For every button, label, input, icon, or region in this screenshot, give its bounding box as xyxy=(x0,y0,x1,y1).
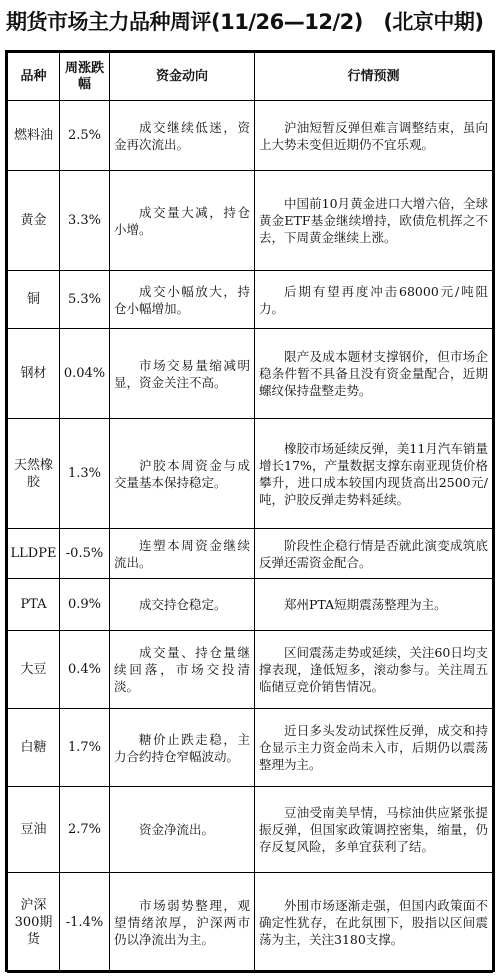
variety-cell: 天然橡胶 xyxy=(8,419,60,529)
futures-review-table xyxy=(7,52,493,973)
outlook-cell: 豆油受南美旱情，马棕油供应紧张提振反弹，但国家政策调控密集，缩量，仍存反复风险，多单宜获利了结。 xyxy=(255,787,493,873)
outlook-cell: 后期有望再度冲击68000元/吨阻力。 xyxy=(255,271,493,329)
table-row xyxy=(8,579,493,631)
change-cell: -0.5% xyxy=(60,529,110,579)
variety-cell: 大豆 xyxy=(8,631,60,709)
change-cell: 1.7% xyxy=(60,709,110,787)
variety-cell: LLDPE xyxy=(8,529,60,579)
change-cell: 0.4% xyxy=(60,631,110,709)
table-row xyxy=(8,631,493,709)
table-row xyxy=(8,419,493,529)
header-variety: 品种 xyxy=(8,53,60,101)
table-row xyxy=(8,101,493,171)
flow-cell: 市场交易量缩减明显，资金关注不高。 xyxy=(110,329,255,419)
variety-cell: PTA xyxy=(8,579,60,631)
flow-cell: 糖价止跌走稳，主力合约持仓窄幅波动。 xyxy=(110,709,255,787)
change-cell: -1.4% xyxy=(60,873,110,973)
header-outlook: 行情预测 xyxy=(255,53,493,101)
flow-cell: 成交持仓稳定。 xyxy=(110,579,255,631)
change-cell: 0.9% xyxy=(60,579,110,631)
flow-cell: 成交量大减，持仓小增。 xyxy=(110,171,255,271)
change-cell: 0.04% xyxy=(60,329,110,419)
flow-cell: 连塑本周资金继续流出。 xyxy=(110,529,255,579)
variety-cell: 铜 xyxy=(8,271,60,329)
outlook-cell: 中国前10月黄金进口大增六倍，全球黄金ETF基金继续增持，欧债危机挥之不去，下周黄金继续上涨。 xyxy=(255,171,493,271)
header-change: 周涨跌幅 xyxy=(60,53,110,101)
outlook-cell: 外围市场逐渐走强，但国内政策面不确定性犹存，在此氛围下，股指以区间震荡为主，关注3180支撑。 xyxy=(255,873,493,973)
flow-cell: 成交量、持仓量继续回落，市场交投清淡。 xyxy=(110,631,255,709)
variety-cell: 沪深300期货 xyxy=(8,873,60,973)
variety-cell: 黄金 xyxy=(8,171,60,271)
outlook-cell: 区间震荡走势或延续，关注60日均支撑表现，逢低短多，滚动参与。关注周五临储豆竞价销售情况。 xyxy=(255,631,493,709)
table-row xyxy=(8,329,493,419)
outlook-cell: 橡胶市场延续反弹，美11月汽车销量增长17%，产量数据支撑东南亚现货价格攀升，进口成本较国内现货高出2500元/吨，沪胶反弹走势料延续。 xyxy=(255,419,493,529)
table-row xyxy=(8,271,493,329)
outlook-cell: 郑州PTA短期震荡整理为主。 xyxy=(255,579,493,631)
flow-cell: 成交小幅放大，持仓小幅增加。 xyxy=(110,271,255,329)
review-table-frame xyxy=(5,50,495,972)
flow-cell: 资金净流出。 xyxy=(110,787,255,873)
flow-cell: 市场弱势整理，观望情绪浓厚，沪深两市仍以净流出为主。 xyxy=(110,873,255,973)
page-title: 期货市场主力品种周评(11/26—12/2) (北京中期) xyxy=(6,10,484,34)
table-row xyxy=(8,787,493,873)
variety-cell: 白糖 xyxy=(8,709,60,787)
outlook-cell: 阶段性企稳行情是否就此演变成筑底反弹还需资金配合。 xyxy=(255,529,493,579)
outlook-cell: 沪油短暂反弹但难言调整结束，虽向上大势未变但近期仍不宜乐观。 xyxy=(255,101,493,171)
change-cell: 2.5% xyxy=(60,101,110,171)
table-row xyxy=(8,529,493,579)
table-row xyxy=(8,171,493,271)
flow-cell: 沪胶本周资金与成交量基本保持稳定。 xyxy=(110,419,255,529)
change-cell: 5.3% xyxy=(60,271,110,329)
variety-cell: 豆油 xyxy=(8,787,60,873)
table-row xyxy=(8,709,493,787)
header-flow: 资金动向 xyxy=(110,53,255,101)
flow-cell: 成交继续低迷，资金再次流出。 xyxy=(110,101,255,171)
header-row xyxy=(8,53,493,101)
outlook-cell: 限产及成本题材支撑钢价，但市场企稳条件暂不具备且没有资金量配合，近期螺纹保持盘整走势。 xyxy=(255,329,493,419)
table-row xyxy=(8,873,493,973)
outlook-cell: 近日多头发动试探性反弹，成交和持仓显示主力资金尚未入市，后期仍以震荡整理为主。 xyxy=(255,709,493,787)
change-cell: 3.3% xyxy=(60,171,110,271)
change-cell: 1.3% xyxy=(60,419,110,529)
variety-cell: 钢材 xyxy=(8,329,60,419)
change-cell: 2.7% xyxy=(60,787,110,873)
variety-cell: 燃料油 xyxy=(8,101,60,171)
